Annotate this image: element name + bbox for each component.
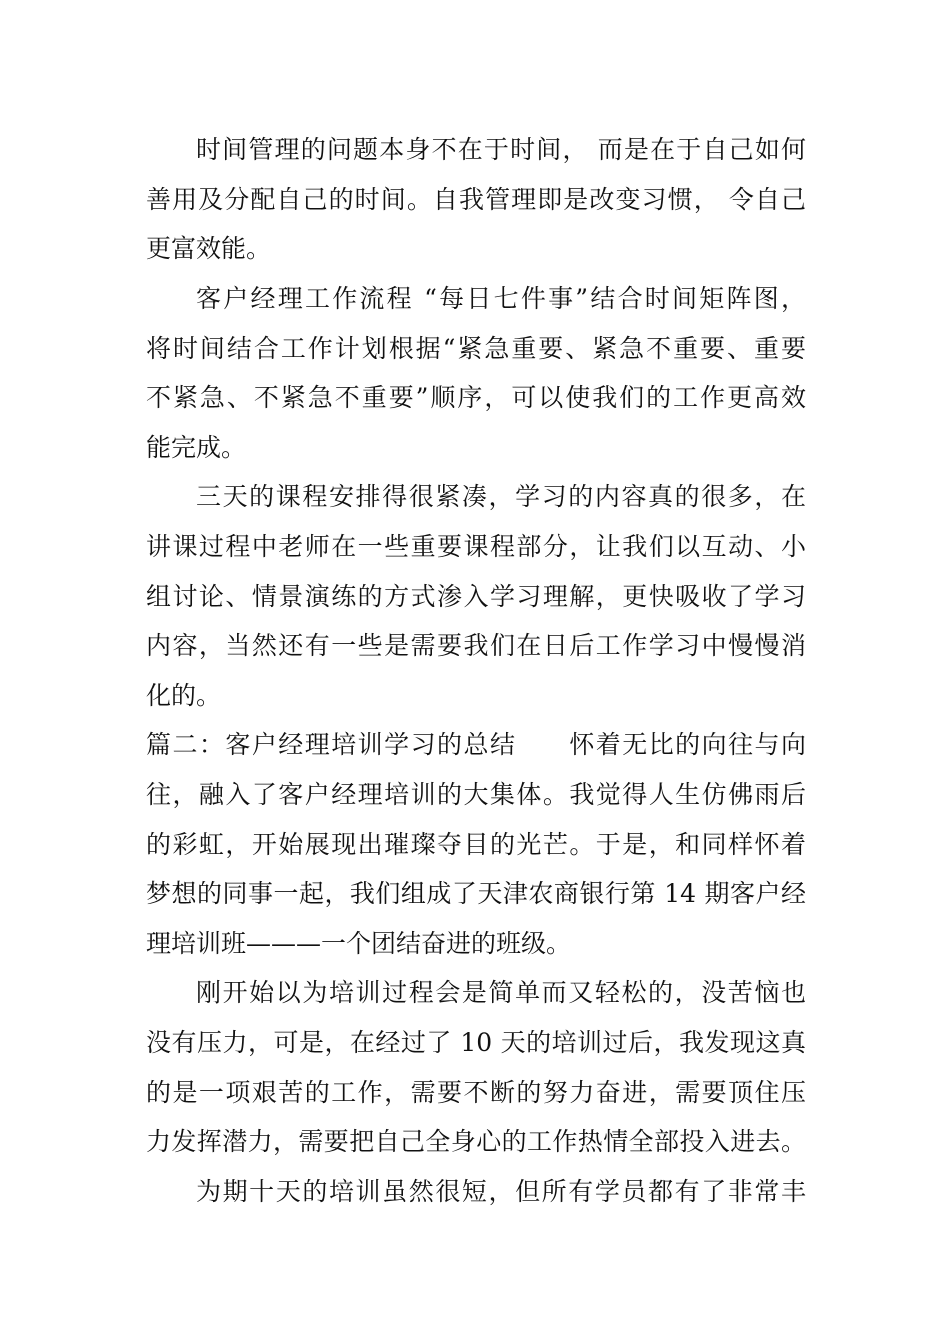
text-line: 力发挥潜力，需要把自己全身心的工作热情全部投入进去。 (146, 1127, 806, 1156)
text-line: 时间管理的问题本身不在于时间， 而是在于自己如何 (196, 135, 806, 164)
text-line: 梦想的同事一起，我们组成了天津农商银行第 14 期客户经 (146, 879, 806, 908)
text-line: 能完成。 (146, 433, 247, 462)
text-line: 三天的课程安排得很紧凑，学习的内容真的很多，在 (196, 482, 806, 511)
text-line: 为期十天的培训虽然很短，但所有学员都有了非常丰 (196, 1177, 806, 1206)
text-line: 的是一项艰苦的工作，需要不断的努力奋进，需要顶住压 (146, 1078, 806, 1107)
text-line: 往，融入了客户经理培训的大集体。我觉得人生仿佛雨后 (146, 780, 806, 809)
text-line: 讲课过程中老师在一些重要课程部分，让我们以互动、小 (146, 532, 806, 561)
text-line: 的彩虹，开始展现出璀璨夺目的光芒。于是，和同样怀着 (146, 830, 806, 859)
text-line: 内容，当然还有一些是需要我们在日后工作学习中慢慢消 (146, 631, 806, 660)
text-line: 刚开始以为培训过程会是简单而又轻松的，没苦恼也 (196, 978, 806, 1007)
text-line: 没有压力，可是，在经过了 10 天的培训过后，我发现这真 (146, 1028, 806, 1057)
section-heading-line: 篇二：客户经理培训学习的总结 怀着无比的向往与向 (146, 730, 806, 759)
text-line: 将时间结合工作计划根据“紧急重要、紧急不重要、重要 (146, 334, 806, 363)
text-line: 善用及分配自己的时间。自我管理即是改变习惯， 令自己 (146, 185, 806, 214)
text-line: 组讨论、情景演练的方式渗入学习理解，更快吸收了学习 (146, 582, 806, 611)
text-line: 客户经理工作流程 “每日七件事”结合时间矩阵图， (196, 284, 806, 313)
text-line: 理培训班———一个团结奋进的班级。 (146, 929, 572, 958)
text-line: 化的。 (146, 681, 222, 710)
text-line: 不紧急、不紧急不重要”顺序，可以使我们的工作更高效 (146, 383, 806, 412)
text-line: 更富效能。 (146, 234, 272, 263)
